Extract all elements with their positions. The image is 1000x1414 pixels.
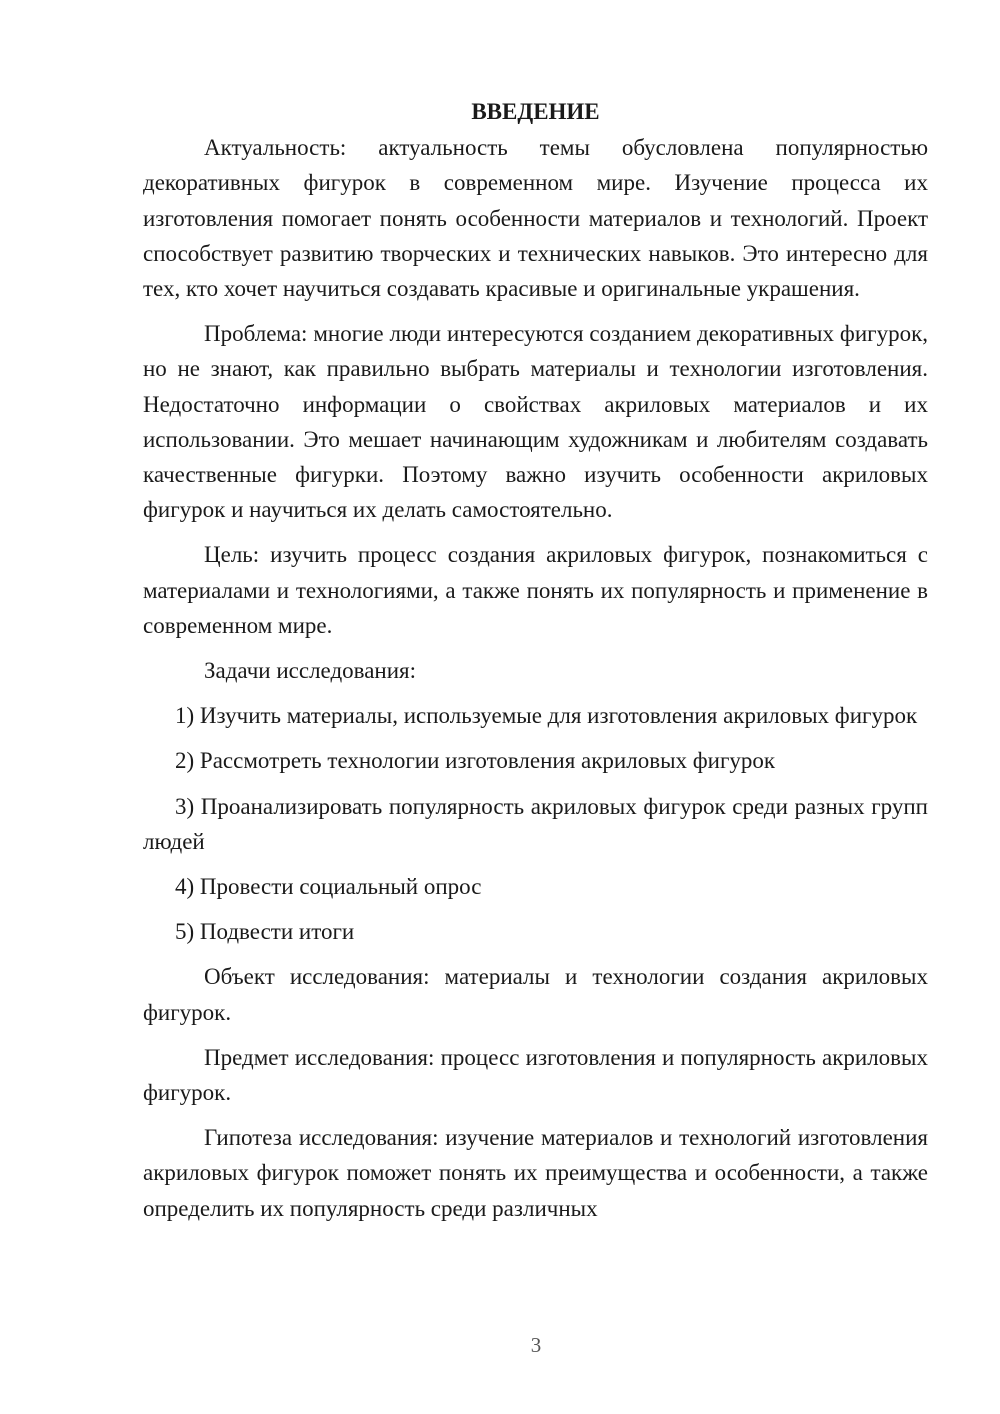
page-number: 3: [530, 1333, 542, 1357]
task-item: 1) Изучить материалы, используемые для изготовления акриловых фигурок: [175, 703, 918, 729]
tasks-list: [143, 698, 928, 949]
task-item: 5) Подвести итоги: [175, 919, 355, 945]
task-item: 2) Рассмотреть технологии изготовления акриловых фигурок: [175, 748, 776, 774]
page-title: ВВЕДЕНИЕ: [471, 99, 600, 124]
subject-paragraph: Предмет исследования: процесс изготовления и популярность акриловых фигурок.: [143, 1044, 928, 1106]
tasks-title: Задачи исследования:: [204, 658, 417, 684]
problem-paragraph: Проблема: многие люди интересуются созданием декоративных фигурок, но не знают, как правильно выбрать материалы и технологии изготовления. Недостаточно информации о свойствах акриловых материалов и их использовании. Это мешает начинающим художникам и любителям создавать качественные фигурки. Поэтому важно изучить особенности акриловых фигурок и научиться их делать самостоятельно.: [143, 321, 928, 523]
goal-paragraph: Цель: изучить процесс создания акриловых фигурок, познакомиться с материалами и технологиями, а также понять их популярность и применение в современном мире.: [143, 542, 928, 638]
hypothesis-paragraph: Гипотеза исследования: изучение материалов и технологий изготовления акриловых фигурок поможет понять их преимущества и особенности, а также определить их популярность среди различных: [143, 1125, 928, 1221]
task-item: 4) Провести социальный опрос: [175, 874, 482, 900]
document-body: [143, 94, 928, 1236]
relevance-paragraph: Актуальность: актуальность темы обусловлена популярностью декоративных фигурок в современном мире. Изучение процесса их изготовления помогает понять особенности материалов и технологий. Проект способствует развитию творческих и технических навыков. Это интересно для тех, кто хочет научиться создавать красивые и оригинальные украшения.: [143, 135, 928, 302]
task-item: 3) Проанализировать популярность акриловых фигурок среди разных групп людей: [143, 793, 928, 854]
object-paragraph: Объект исследования: материалы и технологии создания акриловых фигурок.: [143, 964, 928, 1025]
